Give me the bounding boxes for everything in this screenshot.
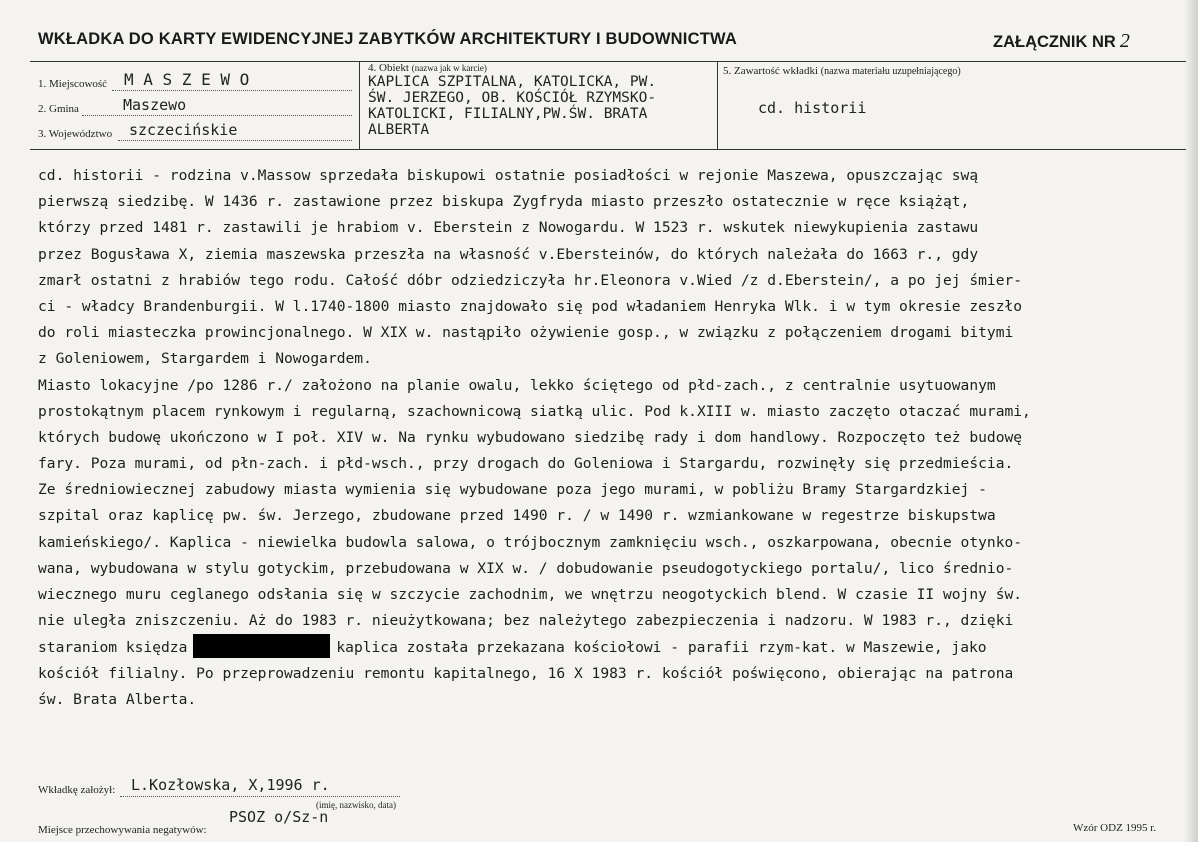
content-value: cd. historii [758, 99, 867, 117]
text-line: z Goleniowem, Stargardem i Nowogardem. [38, 350, 372, 368]
negatives-label: Miejsce przechowywania negatywów: [38, 824, 207, 836]
text-line: kościół filialny. Po przeprowadzeniu remontu kapitalnego, 16 X 1983 r. kościół poświęcono, obierając na patrona [38, 664, 1014, 682]
form-title: WKŁADKA DO KARTY EWIDENCYJNEJ ZABYTKÓW ARCHITEKTURY I BUDOWNICTWA [38, 30, 737, 48]
redacted-line-start: staraniom księdza [38, 639, 188, 657]
text-line: św. Brata Alberta. [38, 690, 197, 708]
text-line: pierwszą siedzibę. W 1436 r. zastawione przez biskupa Zygfryda miasto przeszło ostatecznie w ręce książąt, [38, 193, 970, 211]
top-rule [30, 61, 1186, 62]
author-hint: (imię, nazwisko, data) [316, 800, 396, 810]
text-line: wiecznego muru ceglanego odsłania się w szczycie zachodnim, we wnętrzu neogotyckich blend. W czasie II wojny św. [38, 586, 1023, 603]
text-line: szpital oraz kaplicę pw. św. Jerzego, zbudowane przed 1490 r. / w 1490 r. wzmiankowane w regestrze biskupstwa [38, 507, 996, 525]
author-label: Wkładkę założył: [38, 784, 116, 796]
history-text [38, 163, 1178, 713]
object-line: ŚW. JERZEGO, OB. KOŚCIÓŁ RZYMSKO- [368, 90, 657, 106]
content-label-text: 5. Zawartość wkładki [723, 65, 818, 77]
object-label-text: 4. Obiekt [368, 62, 409, 74]
commune-value: Maszewo [123, 96, 187, 114]
object-line: KATOLICKI, FILIALNY,PW.ŚW. BRATA [368, 106, 648, 122]
bottom-rule [30, 149, 1186, 150]
object-label [368, 62, 487, 74]
text-line: nie uległa zniszczeniu. Aż do 1983 r. nieużytkowana; bez należytego zabezpieczenia i nadzoru. W 1983 r., dzięki [38, 612, 1014, 630]
author-value: L.Kozłowska, X,1996 r. [131, 776, 330, 794]
object-value [368, 74, 713, 138]
text-line: przez Bogusława X, ziemia maszewska przeszła na własność v.Ebersteinów, do których należała do 1663 r., gdy [38, 245, 979, 263]
redacted-line-end: kaplica została przekazana kościołowi - parafii rzym-kat. w Maszewie, jako [336, 639, 987, 657]
text-line-redacted [38, 634, 1178, 660]
voivodeship-label: 3. Województwo [38, 128, 113, 140]
text-line: zmarł ostatni z hrabiów tego rodu. Całość dóbr odziedziczyła hr.Eleonora v.Wied /z d.Eberstein/, a po jej śmier- [38, 271, 1023, 289]
annex-label-text: ZAŁĄCZNIK NR [993, 33, 1116, 51]
card-edge-shadow [1184, 0, 1198, 842]
annex-label [993, 30, 1130, 53]
commune-label: 2. Gmina [38, 103, 79, 115]
author-dotted-line [120, 796, 400, 797]
text-line: do roli miasteczka prowincjonalnego. W XIX w. nastąpiło ożywienie gosp., w związku z połączeniem drogami bitymi [38, 324, 1014, 342]
form-code: Wzór ODZ 1995 r. [1073, 822, 1157, 834]
annex-number: 2 [1119, 30, 1130, 52]
negatives-value: PSOZ o/Sz-n [229, 808, 329, 826]
redaction-box [193, 634, 330, 658]
voivodeship-value: szczecińskie [129, 121, 238, 139]
divider-right [717, 61, 718, 149]
text-line: ci - władcy Brandenburgii. W l.1740-1800 miasto znajdowało się pod władaniem Henryka Wlk. i w tym okresie zeszło [38, 297, 1023, 315]
divider-left [359, 61, 360, 149]
content-hint: (nazwa materiału uzupełniającego) [820, 66, 961, 77]
place-value: M A S Z E W O [124, 70, 250, 89]
place-label: 1. Miejscowość [38, 78, 108, 90]
text-line: którzy przed 1481 r. zastawili je hrabiom v. Eberstein z Nowogardu. W 1523 r. wskutek niewykupienia zastawu [38, 219, 979, 237]
text-line: Ze średniowiecznej zabudowy miasta wymienia się wybudowane poza jego murami, w pobliżu Bramy Stargardzkiej - [38, 481, 987, 499]
text-line: wana, wybudowana w stylu gotyckim, przebudowana w XIX w. / dobudowanie pseudogotyckiego portalu/, lico średnio- [38, 559, 1014, 577]
object-line: KAPLICA SZPITALNA, KATOLICKA, PW. [368, 74, 657, 90]
text-line: Miasto lokacyjne /po 1286 r./ założono na planie owalu, lekko ściętego od płd-zach., z centralnie usytuowanym [38, 376, 996, 394]
content-label [723, 65, 961, 77]
text-line: których budowę ukończono w I poł. XIV w. Na rynku wybudowano siedzibę rady i dom handlowy. Rozpoczęto też budowę [38, 428, 1023, 446]
commune-dotted-line [82, 115, 352, 116]
text-line: kamieńskiego/. Kaplica - niewielka budowla salowa, o trójbocznym zamknięciu wsch., oszkarpowana, obecnie otynko- [38, 533, 1023, 551]
place-dotted-line [112, 90, 352, 91]
text-line: cd. historii - rodzina v.Massow sprzedała biskupowi ostatnie posiadłości w rejonie Maszewa, opuszczając swą [38, 167, 979, 184]
object-line: ALBERTA [368, 122, 430, 138]
object-hint: (nazwa jak w karcie) [411, 63, 487, 73]
voivodeship-dotted-line [118, 140, 352, 141]
text-line: prostokątnym placem rynkowym i regularną, szachownicową siatką ulic. Pod k.XIII w. miasto zaczęto otaczać murami, [38, 402, 1031, 420]
text-line: fary. Poza murami, od płn-zach. i płd-wsch., przy drogach do Goleniowa i Stargardu, rozwinęły się przedmieścia. [38, 455, 1014, 473]
